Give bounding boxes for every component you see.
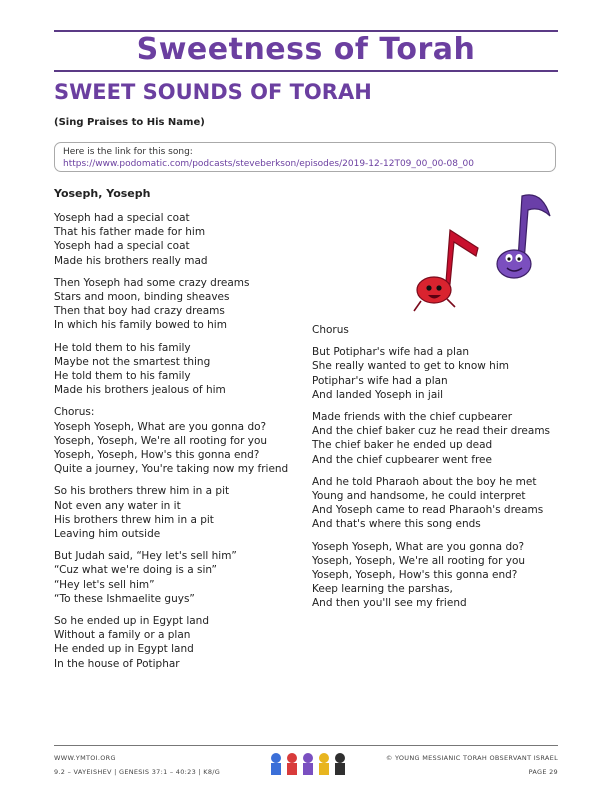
lyric-line: “To these Ishmaelite guys” xyxy=(54,592,195,605)
song-link-box xyxy=(54,142,556,172)
lyric-line: And the chief cupbearer went free xyxy=(312,453,492,466)
banner-title: Sweetness of Torah xyxy=(136,32,476,67)
lyric-stanza xyxy=(54,549,304,606)
lyric-line: And that's where this song ends xyxy=(312,518,481,531)
lyric-stanza xyxy=(54,341,304,398)
lyric-line: Keep learning the parshas, xyxy=(312,583,453,596)
lyric-line: “Hey let's sell him” xyxy=(54,578,155,591)
lyric-line: And the chief baker cuz he read their dreams xyxy=(312,425,551,438)
lyric-line: Made his brothers jealous of him xyxy=(54,384,226,397)
ymtoi-kids-logo xyxy=(266,748,348,784)
lyric-line: That his father made for him xyxy=(54,226,206,239)
lyric-line: Made friends with the chief cupbearer xyxy=(312,411,513,424)
lyric-line: And he told Pharaoh about the boy he met xyxy=(312,475,537,488)
kid-figure-icon xyxy=(287,753,297,775)
footer-rule xyxy=(54,745,558,746)
singing-music-notes-icon xyxy=(410,186,560,316)
lyric-line: Then Yoseph had some crazy dreams xyxy=(54,276,250,289)
lyric-line: So his brothers threw him in a pit xyxy=(54,485,230,498)
lyric-line: He told them to his family xyxy=(54,341,191,354)
banner-bottom-rule xyxy=(54,70,558,72)
lyric-line: Then that boy had crazy dreams xyxy=(54,305,225,318)
section-title: SWEET SOUNDS OF TORAH xyxy=(54,80,372,104)
footer-page-number: PAGE 29 xyxy=(528,768,558,776)
lyrics-left-column xyxy=(54,211,304,679)
lyric-line: He ended up in Egypt land xyxy=(54,643,194,656)
lyric-line: Chorus: xyxy=(54,406,95,419)
lyric-stanza xyxy=(312,540,562,611)
lyric-line: Stars and moon, binding sheaves xyxy=(54,291,230,304)
lyric-line: The chief baker he ended up dead xyxy=(312,439,493,452)
lyric-line: So he ended up in Egypt land xyxy=(54,615,209,628)
footer-site: WWW.YMTOI.ORG xyxy=(54,754,116,762)
purple-note-icon xyxy=(497,195,550,278)
lyric-line: And Yoseph came to read Pharaoh's dreams xyxy=(312,504,544,517)
lyric-stanza xyxy=(54,211,304,268)
link-intro: Here is the link for this song: xyxy=(63,147,193,157)
footer-copyright: © YOUNG MESSIANIC TORAH OBSERVANT ISRAEL xyxy=(385,754,558,762)
lyric-line: She really wanted to get to know him xyxy=(312,360,509,373)
lyric-stanza xyxy=(54,405,304,476)
lyric-line: Chorus xyxy=(312,324,349,336)
lyric-line: “Cuz what we're doing is a sin” xyxy=(54,564,217,577)
lyric-line: Leaving him outside xyxy=(54,528,161,541)
lyric-line: Not even any water in it xyxy=(54,499,181,512)
subtitle: (Sing Praises to His Name) xyxy=(54,117,205,128)
lyric-line: Yoseph had a special coat xyxy=(54,212,190,224)
lyric-line: Yoseph, Yoseph, We're all rooting for you xyxy=(54,434,268,447)
lyrics-right-column xyxy=(312,323,562,619)
lyric-line: Maybe not the smartest thing xyxy=(54,355,211,368)
lyric-stanza xyxy=(54,484,304,541)
lyric-line: But Potiphar's wife had a plan xyxy=(312,346,470,359)
lyric-stanza xyxy=(54,276,304,333)
footer-meta: 9.2 – VAYEISHEV | GENESIS 37:1 – 40:23 | K8/G xyxy=(54,768,221,776)
lyric-line: But Judah said, “Hey let's sell him” xyxy=(54,550,237,563)
red-note-icon xyxy=(414,230,478,311)
lyric-line: Quite a journey, You're taking now my friend xyxy=(54,463,289,476)
lyric-line: Yoseph, Yoseph, How's this gonna end? xyxy=(312,569,518,582)
lyric-line: And then you'll see my friend xyxy=(312,597,467,610)
lyric-line: Yoseph, Yoseph, How's this gonna end? xyxy=(54,449,260,462)
kid-figure-icon xyxy=(303,753,313,775)
lyric-line: He told them to his family xyxy=(54,370,191,383)
lyric-line: In which his family bowed to him xyxy=(54,319,227,332)
song-title: Yoseph, Yoseph xyxy=(54,187,151,200)
lyric-line: Made his brothers really mad xyxy=(54,254,208,267)
lyric-stanza xyxy=(312,345,562,402)
lyric-line: Yoseph Yoseph, What are you gonna do? xyxy=(312,540,525,553)
song-link[interactable]: https://www.podomatic.com/podcasts/steveberkson/episodes/2019-12-12T09_00_00-08_00 xyxy=(63,159,474,169)
lyric-line: Yoseph had a special coat xyxy=(54,240,190,253)
lyric-stanza xyxy=(54,614,304,671)
lyric-stanza xyxy=(312,410,562,467)
lyric-line: Yoseph Yoseph, What are you gonna do? xyxy=(54,420,267,433)
lyric-line: His brothers threw him in a pit xyxy=(54,513,214,526)
lyric-line: Potiphar's wife had a plan xyxy=(312,374,448,387)
kid-figure-icon xyxy=(271,753,281,775)
lyric-line: Young and handsome, he could interpret xyxy=(312,490,526,503)
lyric-line: Without a family or a plan xyxy=(54,629,191,642)
lyric-line: In the house of Potiphar xyxy=(54,657,180,670)
lyric-line: And landed Yoseph in jail xyxy=(312,388,444,401)
lyric-stanza xyxy=(312,323,562,337)
lyric-stanza xyxy=(312,475,562,532)
kid-figure-icon xyxy=(335,753,345,775)
kid-figure-icon xyxy=(319,753,329,775)
lyric-line: Yoseph, Yoseph, We're all rooting for you xyxy=(312,554,526,567)
